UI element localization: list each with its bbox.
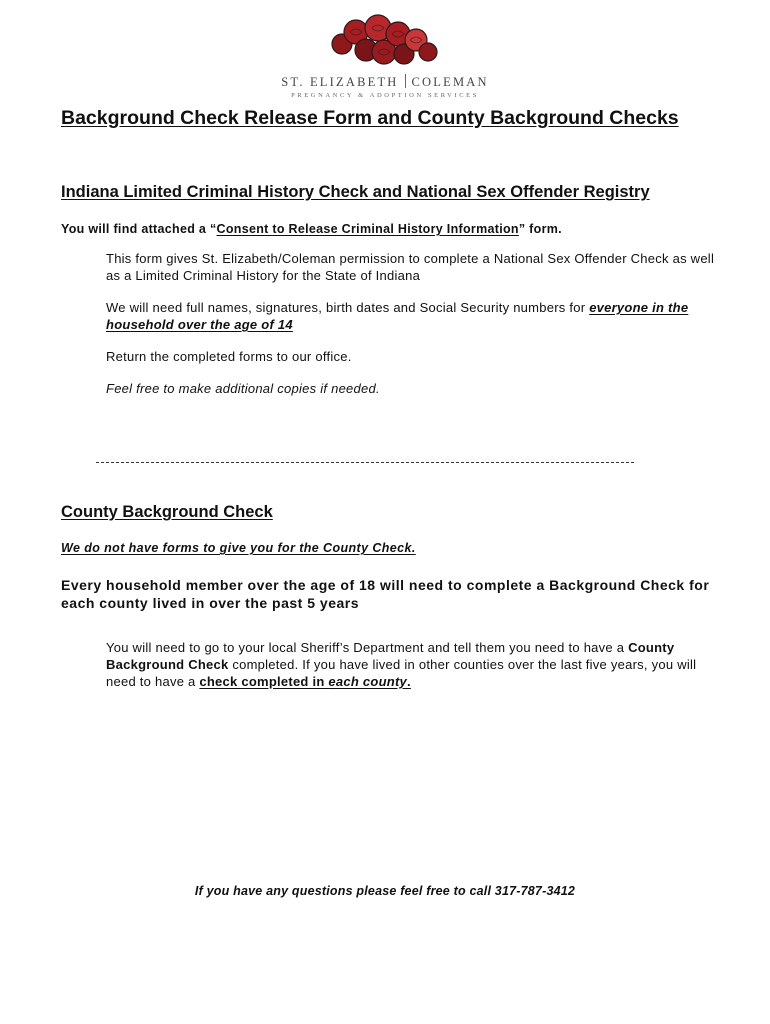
section-heading-indiana: Indiana Limited Criminal History Check and National Sex Offender Registry: [61, 183, 650, 201]
paragraph-return: Return the completed forms to our office.: [106, 349, 352, 364]
no-forms-note: We do not have forms to give you for the County Check.: [61, 541, 416, 555]
section-divider: [96, 462, 634, 463]
household-requirement: Every household member over the age of 18 will need to complete a Background Check for each county lived in over the past 5 years: [61, 577, 710, 611]
paragraph-permission: This form gives St. Elizabeth/Coleman permission to complete a National Sex Offender Check as well as a Limited Criminal History for the State of Indiana: [106, 251, 715, 283]
each-county-emphasis: check completed in each county.: [199, 674, 411, 689]
paragraph-sheriff: You will need to go to your local Sheriff’s Department and tell them you need to have a County Background Check completed. If you have lived in other counties over the last five years, you will need to have a check completed in each county.: [106, 640, 697, 689]
section-heading-county: County Background Check: [61, 503, 273, 521]
brand-tagline: PREGNANCY & ADOPTION SERVICES: [291, 92, 479, 99]
paragraph-copies: Feel free to make additional copies if needed.: [106, 381, 380, 396]
brand-name: ST. ELIZABETH COLEMAN: [281, 75, 489, 89]
rose-cluster-icon: [320, 10, 450, 68]
contact-footer: If you have any questions please feel free to call 317-787-3412: [194, 884, 576, 898]
paragraph-requirements: We will need full names, signatures, birth dates and Social Security numbers for everyone in the household over the age of 14: [106, 300, 689, 332]
consent-form-name: Consent to Release Criminal History Information: [216, 222, 519, 236]
page-title: Background Check Release Form and County Background Checks: [61, 107, 679, 129]
brand-separator: [405, 74, 406, 88]
attachment-note: You will find attached a “Consent to Release Criminal History Information” form.: [61, 222, 562, 236]
county-check-term: County Background Check: [106, 640, 675, 672]
logo: [0, 10, 770, 99]
emphasis-everyone: everyone in the household over the age of 14: [106, 300, 689, 332]
